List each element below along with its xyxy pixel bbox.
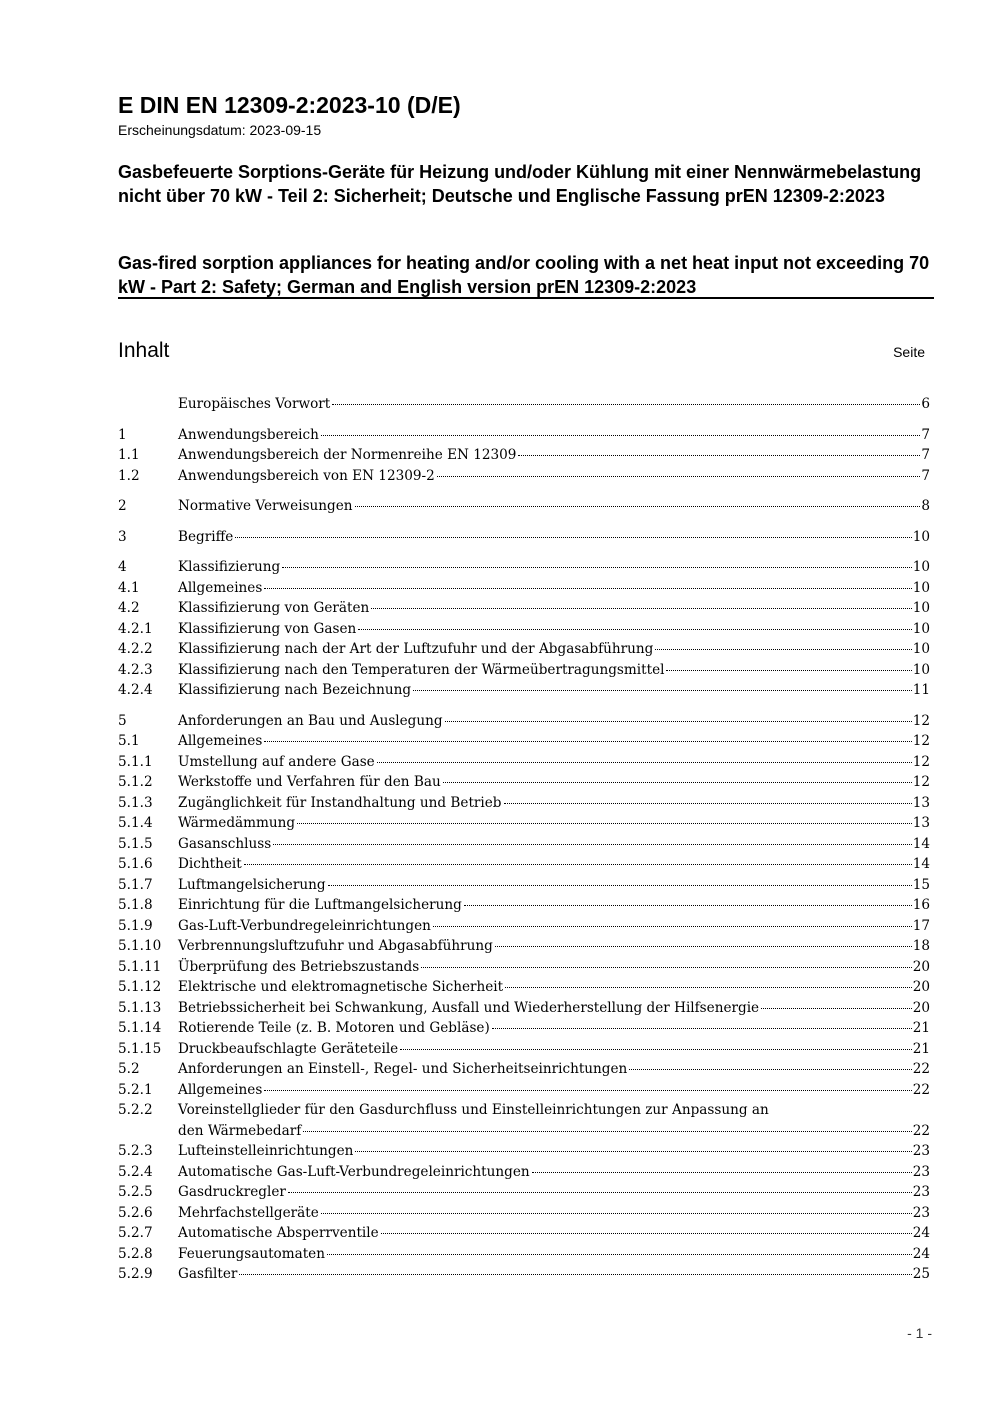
- toc-entry[interactable]: [118, 445, 930, 466]
- toc-entry[interactable]: [118, 639, 930, 660]
- toc-entry[interactable]: [118, 425, 930, 446]
- toc-entry-page: 21: [912, 1040, 930, 1057]
- toc-entry-text: [178, 598, 930, 619]
- toc-entry-title: Allgemeines: [178, 1081, 263, 1098]
- toc-entry-number: 4.1: [118, 579, 140, 596]
- toc-entry-page: 12: [912, 733, 930, 749]
- toc-entry-number: 5.2: [118, 1061, 140, 1077]
- toc-entry-page: 12: [912, 712, 930, 729]
- toc-entry-title: Anwendungsbereich: [178, 426, 319, 443]
- toc-dot-leader: [445, 721, 912, 722]
- toc-entry-page: 22: [912, 1081, 930, 1098]
- toc-entry-page: 10: [912, 559, 930, 575]
- toc-dot-leader: [303, 1131, 911, 1132]
- title-english: Gas-fired sorption appliances for heating and/or cooling with a net heat input not exceeding 70 kW - Part 2: Safety; German and English version prEN 12309-2:2023: [118, 253, 930, 297]
- toc-entry-page: 7: [921, 447, 930, 463]
- toc-entry-page: 12: [912, 774, 930, 790]
- toc-dot-leader: [244, 864, 912, 865]
- toc-entry[interactable]: [118, 496, 930, 517]
- toc-entry-title: Klassifizierung nach der Art der Luftzufuhr und der Abgasabführung: [178, 641, 654, 657]
- toc-entry-page: 24: [912, 1245, 930, 1262]
- toc-entry-title: Gasfilter: [178, 1266, 238, 1282]
- title-german: Gasbefeuerte Sorptions-Geräte für Heizung und/oder Kühlung mit einer Nennwärmebelastung nicht über 70 kW - Teil 2: Sicherheit; Deutsche und Englische Fassung prEN 12309-2:2023: [118, 162, 922, 206]
- toc-entry-title: Anwendungsbereich der Normenreihe EN 12309: [178, 447, 517, 463]
- toc-entry-page: 10: [912, 641, 930, 657]
- toc-dot-leader: [381, 1233, 912, 1234]
- toc-entry-title: Klassifizierung nach den Temperaturen der Wärmeübertragungsmittel: [178, 661, 665, 678]
- toc-entry-number: 5.2.5: [118, 1184, 153, 1200]
- toc-entry-text: [178, 916, 930, 937]
- toc-entry-text: [178, 1018, 930, 1039]
- toc-entry-text: [178, 394, 930, 415]
- title-divider: [118, 297, 934, 299]
- toc-entry-number: 5.1.11: [118, 958, 162, 975]
- toc-entry-number: 4: [118, 559, 127, 575]
- toc-entry-title: Allgemeines: [178, 579, 263, 596]
- toc-entry[interactable]: [118, 578, 930, 599]
- toc-entry-number: 5.2.6: [118, 1204, 153, 1221]
- toc-entry-number: 4.2.1: [118, 620, 153, 637]
- toc-entry-title: Europäisches Vorwort: [178, 396, 331, 412]
- toc-entry-text: [178, 1059, 930, 1080]
- toc-entry-text: [178, 752, 930, 773]
- toc-entry-page: 18: [912, 938, 930, 954]
- toc-entry-text: [178, 772, 930, 793]
- toc-entry-text: [178, 977, 930, 998]
- toc-entry-title: Klassifizierung von Geräten: [178, 600, 370, 616]
- toc-entry-title: Überprüfung des Betriebszustands: [178, 958, 420, 975]
- toc-entry-text: [178, 496, 930, 517]
- toc-entry-title: Betriebssicherheit bei Schwankung, Ausfall und Wiederherstellung der Hilfsenergie: [178, 999, 760, 1016]
- toc-entry[interactable]: [118, 598, 930, 619]
- toc-entry-page: 15: [912, 876, 930, 893]
- toc-dot-leader: [532, 1172, 912, 1173]
- toc-dot-leader: [288, 1192, 912, 1193]
- toc-entry-title: Klassifizierung nach Bezeichnung: [178, 682, 412, 698]
- toc-entry-number: 5.1.9: [118, 917, 153, 934]
- toc-dot-leader: [355, 1151, 911, 1152]
- toc-page-column-label: Seite: [893, 344, 925, 360]
- toc-entry-page: 25: [912, 1266, 930, 1282]
- toc-dot-leader: [413, 690, 912, 691]
- toc-entry-title: Gasanschluss: [178, 835, 272, 852]
- toc-entry[interactable]: [118, 1223, 930, 1244]
- toc-entry[interactable]: [118, 394, 930, 415]
- toc-entry-title: Allgemeines: [178, 733, 263, 749]
- toc-entry-title: Zugänglichkeit für Instandhaltung und Betrieb: [178, 794, 502, 811]
- toc-entry-text: [178, 1203, 930, 1224]
- toc-entry-page: 6: [921, 396, 930, 412]
- toc-dot-leader: [629, 1069, 911, 1070]
- toc-entry-page: 8: [921, 498, 930, 514]
- toc-entry[interactable]: [118, 1018, 930, 1039]
- toc-entry-page: 21: [912, 1020, 930, 1036]
- toc-entry[interactable]: [118, 1080, 930, 1101]
- toc-entry-number: 1: [118, 426, 127, 443]
- toc-entry-title: Anforderungen an Bau und Auslegung: [178, 712, 443, 729]
- toc-entry-title: Automatische Absperrventile: [178, 1225, 379, 1241]
- toc-entry-page: 7: [921, 467, 930, 484]
- toc-entry-text: [178, 425, 930, 446]
- toc-entry-title: Umstellung auf andere Gase: [178, 753, 375, 770]
- toc-entry-page: 23: [912, 1143, 930, 1159]
- toc-entry-title: Normative Verweisungen: [178, 498, 353, 514]
- toc-dot-leader: [321, 1213, 912, 1214]
- toc-entry-text: [178, 998, 930, 1019]
- toc-entry-text: [178, 957, 930, 978]
- toc-entry-page: 23: [912, 1163, 930, 1180]
- toc-entry-title: Werkstoffe und Verfahren für den Bau: [178, 774, 441, 790]
- toc-dot-leader: [264, 741, 911, 742]
- toc-entry[interactable]: [118, 793, 930, 814]
- toc-entry-page: 20: [912, 979, 930, 995]
- toc-dot-leader: [358, 629, 911, 630]
- toc-entry-text: [178, 711, 930, 732]
- toc-dot-leader: [273, 844, 911, 845]
- toc-entry-title: Rotierende Teile (z. B. Motoren und Gebläse): [178, 1020, 490, 1036]
- toc-entry-page: 10: [912, 528, 930, 545]
- toc-entry-number: 5.1.7: [118, 876, 153, 893]
- toc-entry-number: 5.1.12: [118, 979, 162, 995]
- toc-entry[interactable]: [118, 619, 930, 640]
- toc-entry[interactable]: [118, 854, 930, 875]
- toc-entry-page: 23: [912, 1204, 930, 1221]
- toc-dot-leader: [328, 885, 912, 886]
- toc-entry-title: Gas-Luft-Verbundregeleinrichtungen: [178, 917, 431, 934]
- toc-entry-page: 10: [912, 600, 930, 616]
- toc-entry-page: 22: [912, 1122, 930, 1139]
- toc-entry[interactable]: [118, 527, 930, 548]
- toc-entry-title: Automatische Gas-Luft-Verbundregeleinrichtungen: [178, 1163, 530, 1180]
- toc-entry-title: Elektrische und elektromagnetische Sicherheit: [178, 979, 504, 995]
- toc-entry-number: 4.2.3: [118, 661, 153, 678]
- toc-entry-text: [178, 1264, 930, 1285]
- toc-entry-text: [178, 1141, 930, 1162]
- toc-entry[interactable]: [118, 731, 930, 752]
- toc-dot-leader: [495, 946, 912, 947]
- toc-entry-page: 13: [912, 794, 930, 811]
- toc-entry-page: 10: [912, 620, 930, 637]
- toc-entry-text: [178, 1223, 930, 1244]
- toc-entry-text: [178, 813, 930, 834]
- toc-entry-text: [178, 1039, 930, 1060]
- toc-dot-leader: [332, 404, 920, 405]
- toc-entry-number: 5.2.2: [118, 1102, 153, 1118]
- toc-dot-leader: [437, 476, 921, 477]
- toc-dot-leader: [655, 649, 911, 650]
- toc-entry-text: [178, 834, 930, 855]
- toc-entry[interactable]: [118, 1059, 930, 1080]
- toc-dot-leader: [239, 1274, 911, 1275]
- toc-entry-text: [178, 793, 930, 814]
- toc-entry-title: Dichtheit: [178, 856, 242, 872]
- toc-entry-text: [178, 731, 930, 752]
- toc-entry-title: Mehrfachstellgeräte: [178, 1204, 319, 1221]
- toc-entry-number: 5.1.13: [118, 999, 162, 1016]
- toc-entry-text: [178, 936, 930, 957]
- toc-entry-text: [178, 1162, 930, 1183]
- toc-entry[interactable]: [118, 813, 930, 834]
- toc-entry-number: 4.2: [118, 600, 140, 616]
- toc-entry-page: 14: [912, 856, 930, 872]
- toc-entry-page: 13: [912, 815, 930, 831]
- toc-entry-title: Anwendungsbereich von EN 12309-2: [178, 467, 435, 484]
- toc-entry-number: 5.1.1: [118, 753, 153, 770]
- toc-entry-title: Luftmangelsicherung: [178, 876, 326, 893]
- toc-entry-number: 1.1: [118, 447, 140, 463]
- toc-entry-number: 5.1.5: [118, 835, 153, 852]
- toc-entry-page: 16: [912, 897, 930, 913]
- toc-entry-text: [178, 1080, 930, 1101]
- toc-entry[interactable]: [118, 1100, 930, 1141]
- toc-entry-title: Anforderungen an Einstell-, Regel- und Sicherheitseinrichtungen: [178, 1061, 628, 1077]
- toc-entry[interactable]: [118, 1244, 930, 1265]
- toc-entry-number: 5.1.6: [118, 856, 153, 872]
- toc-entry-number: 5.2.4: [118, 1163, 153, 1180]
- toc-entry[interactable]: [118, 1039, 930, 1060]
- toc-entry-number: 5.1.3: [118, 794, 153, 811]
- toc-entry[interactable]: [118, 1182, 930, 1203]
- toc-entry-title: Verbrennungsluftzufuhr und Abgasabführung: [178, 938, 493, 954]
- toc-entry-title-continued: [178, 1121, 930, 1142]
- page-number: - 1 -: [907, 1325, 932, 1341]
- toc-entry-page: 12: [912, 753, 930, 770]
- toc-dot-leader: [321, 435, 920, 436]
- toc-entry-number: 1.2: [118, 467, 140, 484]
- toc-entry[interactable]: [118, 834, 930, 855]
- toc-entry-title: Druckbeaufschlagte Geräteteile: [178, 1040, 399, 1057]
- toc-dot-leader: [264, 588, 911, 589]
- toc-entry-title-line2: den Wärmebedarf: [178, 1122, 302, 1139]
- toc-dot-leader: [297, 823, 912, 824]
- toc-entry-title: Klassifizierung von Gasen: [178, 620, 357, 637]
- toc-entry-number: 5: [118, 712, 127, 729]
- toc-entry-text: [178, 527, 930, 548]
- toc-entry-number: 5.1: [118, 733, 140, 749]
- toc-entry-number: 5.1.14: [118, 1020, 162, 1036]
- toc-dot-leader: [443, 782, 912, 783]
- toc-entry-number: 5.2.7: [118, 1225, 153, 1241]
- toc-entry[interactable]: [118, 1264, 930, 1285]
- toc-entry-number: 4.2.2: [118, 641, 153, 657]
- toc-dot-leader: [666, 670, 911, 671]
- toc-dot-leader: [282, 567, 911, 568]
- toc-entry-number: 2: [118, 498, 127, 514]
- toc-entry-number: 5.1.15: [118, 1040, 162, 1057]
- toc-entry[interactable]: [118, 1141, 930, 1162]
- toc-dot-leader: [464, 905, 912, 906]
- toc-dot-leader: [264, 1090, 911, 1091]
- toc-entry-page: 20: [912, 958, 930, 975]
- toc-entry-number: 5.2.9: [118, 1266, 153, 1282]
- toc-entry-page: 17: [912, 917, 930, 934]
- toc-entry[interactable]: [118, 916, 930, 937]
- toc-entry[interactable]: [118, 1162, 930, 1183]
- toc-entry-number: 5.2.8: [118, 1245, 153, 1262]
- toc-entry-text: [178, 639, 930, 660]
- toc-entry[interactable]: [118, 680, 930, 701]
- toc-entry-title: Einrichtung für die Luftmangelsicherung: [178, 897, 462, 913]
- toc-entry-title: Wärmedämmung: [178, 815, 296, 831]
- toc-entry[interactable]: [118, 752, 930, 773]
- toc-dot-leader: [518, 455, 920, 456]
- toc-entry-number: 5.1.2: [118, 774, 153, 790]
- toc-entry[interactable]: [118, 772, 930, 793]
- toc-entry-text: [178, 578, 930, 599]
- toc-dot-leader: [433, 926, 912, 927]
- document-id: E DIN EN 12309-2:2023-10 (D/E): [118, 92, 461, 118]
- toc-entry-text: [178, 854, 930, 875]
- toc-dot-leader: [505, 987, 912, 988]
- toc-entry-title: Begriffe: [178, 528, 234, 545]
- toc-entry[interactable]: [118, 711, 930, 732]
- toc-entry-page: 10: [912, 661, 930, 678]
- toc-entry-page: 20: [912, 999, 930, 1016]
- toc-entry[interactable]: [118, 875, 930, 896]
- toc-entry[interactable]: [118, 977, 930, 998]
- toc-entry-number: 5.2.3: [118, 1143, 153, 1159]
- toc-entry[interactable]: [118, 998, 930, 1019]
- toc-entry-title: Klassifizierung: [178, 559, 281, 575]
- toc-entry-text: [178, 895, 930, 916]
- toc-dot-leader: [377, 762, 912, 763]
- toc-entry-page: 22: [912, 1061, 930, 1077]
- toc-dot-leader: [235, 537, 911, 538]
- toc-entry-number: 5.1.10: [118, 938, 162, 954]
- toc-entry-title: Feuerungsautomaten: [178, 1245, 325, 1262]
- toc-entry-page: 11: [912, 682, 930, 698]
- toc-entry-number: 5.2.1: [118, 1081, 153, 1098]
- toc-entry-number: 5.1.8: [118, 897, 153, 913]
- toc-entry[interactable]: [118, 936, 930, 957]
- toc-entry[interactable]: [118, 466, 930, 487]
- toc-entry-text: [178, 445, 930, 466]
- toc-entry[interactable]: [118, 557, 930, 578]
- toc-entry-text: [178, 875, 930, 896]
- toc-dot-leader: [421, 967, 911, 968]
- toc-entry-page: 23: [912, 1184, 930, 1200]
- toc-dot-leader: [371, 608, 911, 609]
- toc-entry-text: [178, 619, 930, 640]
- toc-entry-page: 24: [912, 1225, 930, 1241]
- toc-entry-page: 14: [912, 835, 930, 852]
- toc-entry-page: 10: [912, 579, 930, 596]
- toc-entry[interactable]: [118, 1203, 930, 1224]
- toc-entry-title: Voreinstellglieder für den Gasdurchfluss und Einstelleinrichtungen zur Anpassung an: [178, 1102, 769, 1118]
- toc-entry-title: Lufteinstelleinrichtungen: [178, 1143, 354, 1159]
- publication-date: Erscheinungsdatum: 2023-09-15: [118, 122, 322, 138]
- toc-dot-leader: [355, 506, 921, 507]
- toc-entry-number: 3: [118, 528, 127, 545]
- toc-entry-text: [178, 557, 930, 578]
- toc-entry-text: [178, 1244, 930, 1265]
- toc-dot-leader: [327, 1254, 912, 1255]
- toc-entry-number: 5.1.4: [118, 815, 153, 831]
- toc-entry-text: [178, 1182, 930, 1203]
- toc-entry-number: 4.2.4: [118, 682, 153, 698]
- toc-entry[interactable]: [118, 660, 930, 681]
- toc-entry[interactable]: [118, 957, 930, 978]
- toc-dot-leader: [400, 1049, 911, 1050]
- toc-heading: Inhalt: [118, 339, 170, 362]
- toc-entry-text: [178, 660, 930, 681]
- toc-entry-title: Gasdruckregler: [178, 1184, 286, 1200]
- toc-entry-text: [178, 680, 930, 701]
- toc-entry[interactable]: [118, 895, 930, 916]
- toc-dot-leader: [504, 803, 912, 804]
- toc-entry-text: [178, 466, 930, 487]
- toc-entry-page: 7: [921, 426, 930, 443]
- table-of-contents: [118, 394, 930, 1285]
- toc-dot-leader: [761, 1008, 912, 1009]
- toc-dot-leader: [492, 1028, 912, 1029]
